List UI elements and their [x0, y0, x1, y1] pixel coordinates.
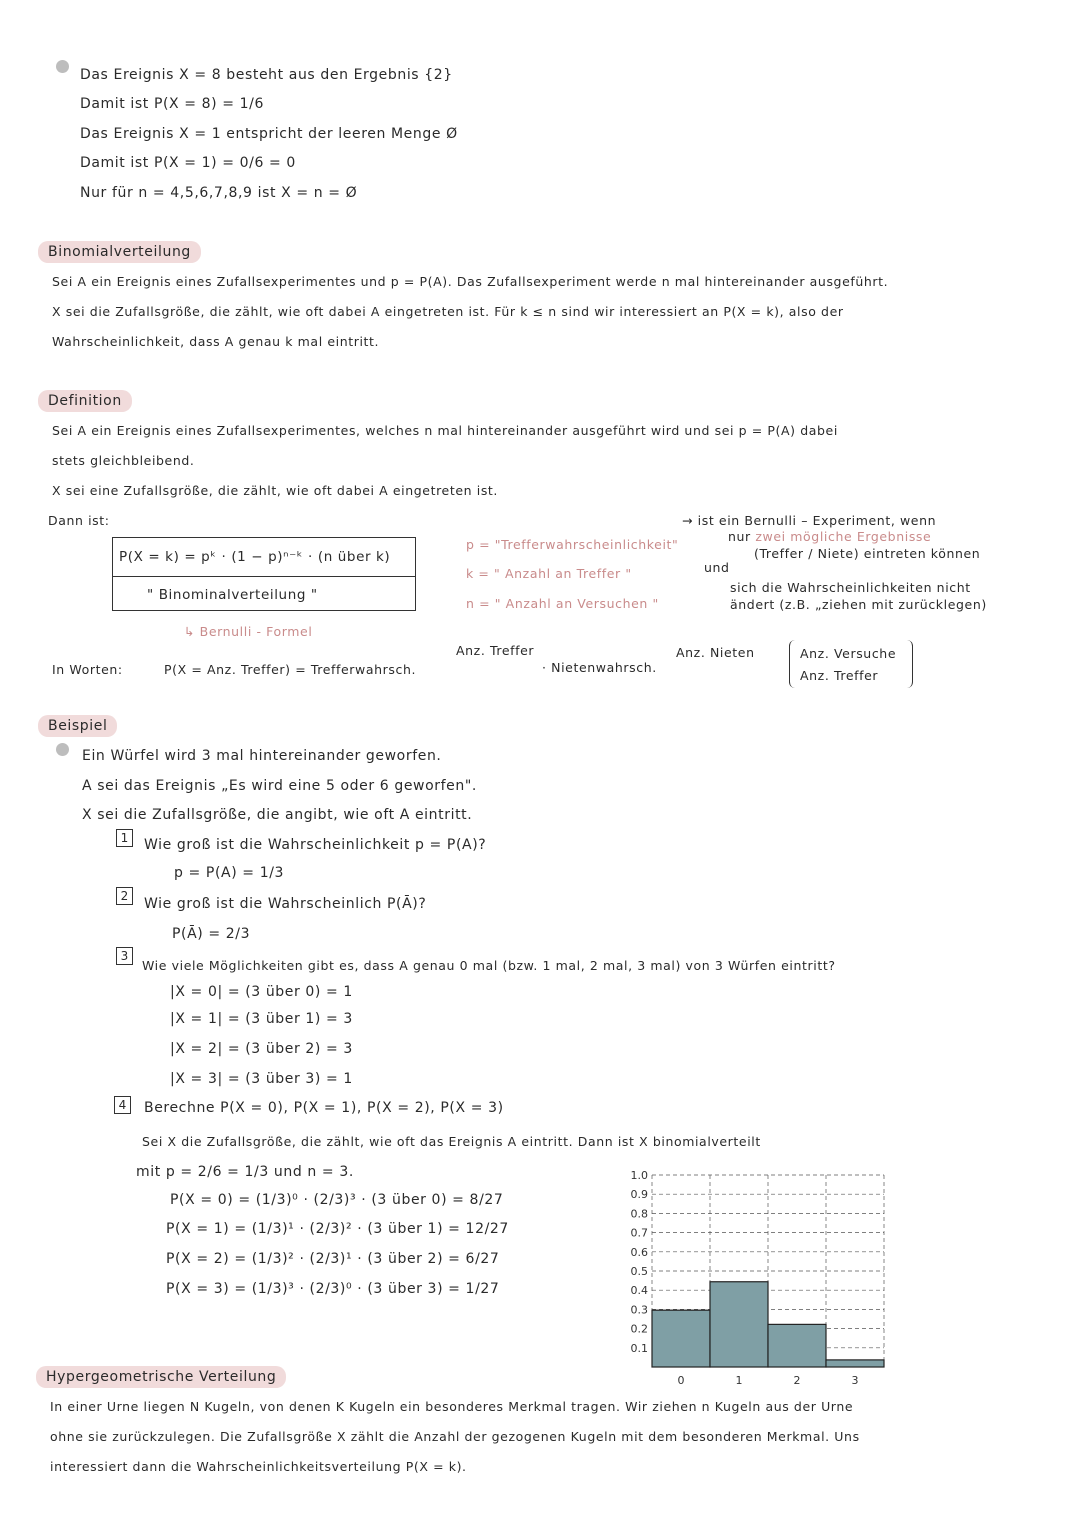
y-tick-label: 0.1	[630, 1341, 648, 1355]
bracket-top: Anz. Versuche	[800, 646, 897, 661]
bernoulli-line-2	[728, 528, 931, 546]
formula-box	[112, 537, 416, 611]
question-number-1: 1	[116, 829, 133, 847]
bullet-dot	[56, 60, 69, 73]
hyper-line-1: In einer Urne liegen N Kugeln, von denen K Kugeln ein besonderes Merkmal tragen. Wir ziehen n Kugeln aus der Urne	[50, 1399, 854, 1414]
binomial-line-1: Sei A ein Ereignis eines Zufallsexperimentes und p = P(A). Das Zufallsexperiment werde n mal hintereinander ausgeführt.	[52, 274, 889, 289]
bernoulli-line-3: (Treffer / Niete) eintreten können	[754, 546, 981, 561]
words-label: In Worten:	[52, 662, 123, 677]
probability-x1: P(X = 1) = (1/3)¹ · (2/3)² · (3 über 1) = 12/27	[166, 1221, 509, 1237]
binomial-coefficient-bracket	[789, 640, 913, 688]
bullet-dot	[56, 743, 69, 756]
y-tick-label: 0.6	[630, 1245, 648, 1259]
question-2: Wie groß ist die Wahrscheinlich P(Ā)?	[144, 896, 427, 912]
intro-line-2: Damit ist P(X = 8) = 1/6	[80, 96, 265, 112]
bernoulli-line-4: sich die Wahrscheinlichkeiten nicht	[730, 580, 971, 595]
x-tick-label: 3	[851, 1374, 859, 1387]
solution-line-1: Sei X die Zufallsgröße, die zählt, wie oft das Ereignis A eintritt. Dann ist X binomialverteilt	[142, 1134, 761, 1149]
histogram-bar	[652, 1310, 710, 1367]
y-tick-label: 0.7	[630, 1226, 648, 1240]
x-tick-label: 2	[793, 1374, 801, 1387]
question-number-2: 2	[116, 887, 133, 905]
histogram-bar	[768, 1324, 826, 1367]
formula-name: " Binominalverteilung "	[147, 587, 318, 603]
bernoulli-line-2b: zwei mögliche Ergebnisse	[755, 529, 932, 544]
answer-3-3: |X = 3| = (3 über 3) = 1	[170, 1071, 353, 1087]
label-anz-nieten: Anz. Nieten	[676, 645, 755, 660]
intro-line-1: Das Ereignis X = 8 besteht aus den Ergebnis {2}	[80, 67, 453, 83]
probability-x0: P(X = 0) = (1/3)⁰ · (2/3)³ · (3 über 0) = 8/27	[170, 1192, 504, 1208]
question-4: Berechne P(X = 0), P(X = 1), P(X = 2), P(X = 3)	[144, 1100, 504, 1116]
answer-1: p = P(A) = 1/3	[174, 865, 285, 881]
binomial-line-2: X sei die Zufallsgröße, die zählt, wie oft dabei A eingetreten ist. Für k ≤ n sind wir interessiert an P(X = k), also der	[52, 304, 844, 319]
question-number-3: 3	[116, 947, 133, 965]
probability-x3: P(X = 3) = (1/3)³ · (2/3)⁰ · (3 über 3) = 1/27	[166, 1281, 500, 1297]
bernoulli-und: und	[704, 560, 730, 575]
answer-3-1: |X = 1| = (3 über 1) = 3	[170, 1011, 353, 1027]
y-tick-label: 0.3	[630, 1303, 648, 1317]
section-heading-example: Beispiel	[38, 715, 117, 737]
formula-divider	[113, 576, 415, 577]
question-3: Wie viele Möglichkeiten gibt es, dass A genau 0 mal (bzw. 1 mal, 2 mal, 3 mal) von 3 Würfen eintritt?	[142, 958, 836, 973]
bernoulli-line-2a: nur	[728, 529, 756, 544]
x-tick-label: 0	[677, 1374, 685, 1387]
answer-3-0: |X = 0| = (3 über 0) = 1	[170, 984, 353, 1000]
intro-line-4: Damit ist P(X = 1) = 0/6 = 0	[80, 155, 296, 171]
answer-3-2: |X = 2| = (3 über 2) = 3	[170, 1041, 353, 1057]
answer-2: P(Ā) = 2/3	[172, 926, 251, 942]
label-anz-treffer: Anz. Treffer	[456, 643, 535, 658]
words-nietenwahrsch: · Nietenwahrsch.	[542, 660, 657, 675]
y-tick-label: 0.9	[630, 1188, 648, 1202]
hyper-line-3: interessiert dann die Wahrscheinlichkeitsverteilung P(X = k).	[50, 1459, 467, 1474]
question-1: Wie groß ist die Wahrscheinlichkeit p = P(A)?	[144, 837, 487, 853]
legend-p: p = "Trefferwahrscheinlichkeit"	[466, 537, 679, 552]
example-line-3: X sei die Zufallsgröße, die angibt, wie oft A eintritt.	[82, 807, 473, 823]
section-heading-binomial: Binomialverteilung	[38, 241, 201, 263]
y-tick-label: 1.0	[630, 1169, 648, 1182]
legend-n: n = " Anzahl an Versuchen "	[466, 596, 659, 611]
bernoulli-line-5: ändert (z.B. „ziehen mit zurücklegen)	[730, 597, 987, 612]
intro-line-5: Nur für n = 4,5,6,7,8,9 ist X = n = Ø	[80, 185, 358, 201]
definition-line-2: stets gleichbleibend.	[52, 453, 195, 468]
definition-line-1: Sei A ein Ereignis eines Zufallsexperimentes, welches n mal hintereinander ausgeführt wird und sei p = P(A) dabei	[52, 423, 838, 438]
binomial-line-3: Wahrscheinlichkeit, dass A genau k mal eintritt.	[52, 334, 380, 349]
y-tick-label: 0.8	[630, 1207, 648, 1221]
y-tick-label: 0.2	[630, 1322, 648, 1336]
solution-line-2: mit p = 2/6 = 1/3 und n = 3.	[136, 1164, 354, 1180]
binomial-formula: P(X = k) = pᵏ · (1 − p)ⁿ⁻ᵏ · (n über k)	[119, 549, 391, 565]
histogram-bar	[710, 1282, 768, 1367]
intro-line-3: Das Ereignis X = 1 entspricht der leeren Menge Ø	[80, 126, 458, 142]
bernoulli-formula-note: ↳ Bernulli - Formel	[184, 624, 313, 639]
y-tick-label: 0.5	[630, 1265, 648, 1278]
question-number-4: 4	[114, 1096, 131, 1114]
histogram-bar	[826, 1360, 884, 1367]
section-heading-hypergeometric: Hypergeometrische Verteilung	[36, 1366, 286, 1388]
bernoulli-line-1: → ist ein Bernulli – Experiment, wenn	[682, 513, 937, 528]
x-tick-label: 1	[735, 1374, 743, 1387]
definition-line-4: Dann ist:	[48, 513, 110, 528]
bracket-bottom: Anz. Treffer	[800, 668, 879, 683]
example-line-2: A sei das Ereignis „Es wird eine 5 oder 6 geworfen".	[82, 778, 477, 794]
words-equation: P(X = Anz. Treffer) = Trefferwahrsch.	[164, 662, 417, 677]
hyper-line-2: ohne sie zurückzulegen. Die Zufallsgröße X zählt die Anzahl der gezogenen Kugeln mit dem besonderen Merkmal. Uns	[50, 1429, 860, 1444]
legend-k: k = " Anzahl an Treffer "	[466, 566, 632, 581]
y-tick-label: 0.4	[630, 1284, 648, 1298]
section-heading-definition: Definition	[38, 390, 132, 412]
definition-line-3: X sei eine Zufallsgröße, die zählt, wie oft dabei A eingetreten ist.	[52, 483, 498, 498]
binomial-histogram	[622, 1163, 892, 1388]
example-line-1: Ein Würfel wird 3 mal hintereinander geworfen.	[82, 748, 442, 764]
probability-x2: P(X = 2) = (1/3)² · (2/3)¹ · (3 über 2) = 6/27	[166, 1251, 500, 1267]
